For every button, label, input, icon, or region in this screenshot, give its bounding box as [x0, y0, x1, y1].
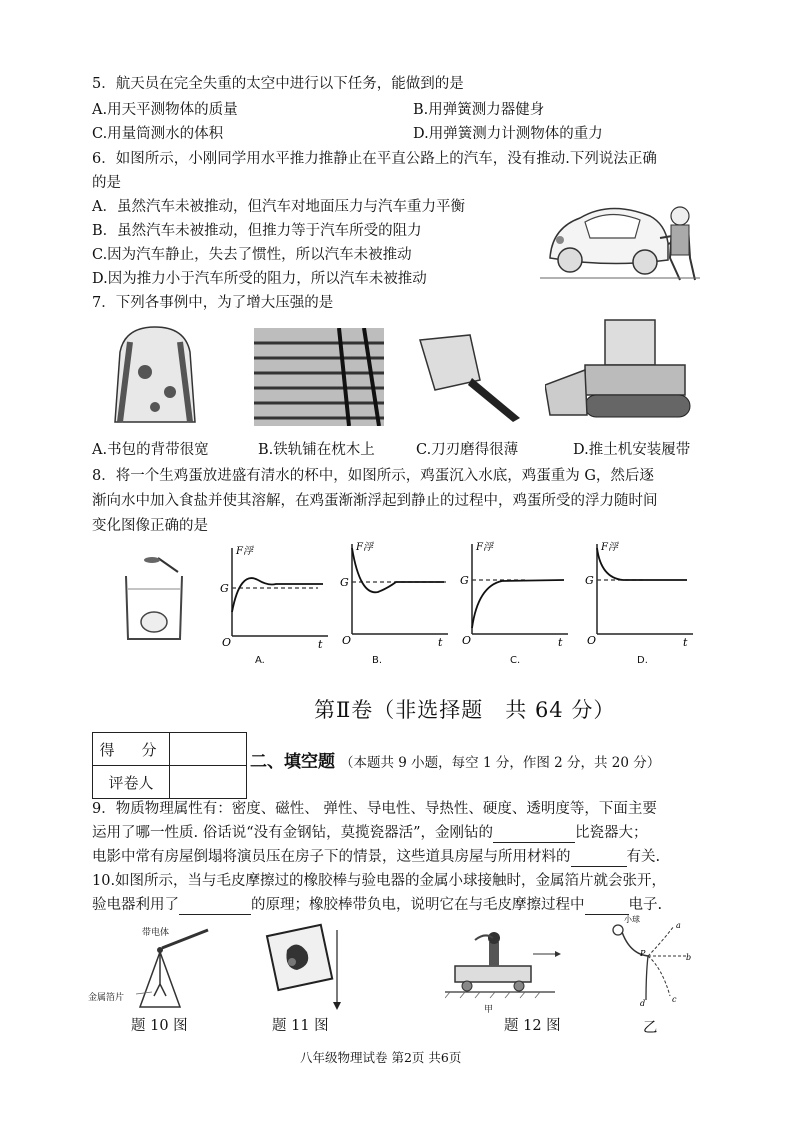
- fill-in-heading-note: （本题共 9 小题，每空 1 分，作图 2 分，共 20 分）: [340, 755, 661, 771]
- q10-line2-text: 验电器利用了: [92, 897, 179, 913]
- q6-option-d: D.因为推力小于汽车所受的阻力，所以汽车未被推动: [92, 271, 427, 287]
- graph-a-g-label: G: [220, 582, 229, 595]
- q10-line2-mid: 的原理；橡胶棒带负电，说明它在与毛皮摩擦过程中: [251, 897, 585, 913]
- graph-d-t-label: t: [683, 636, 688, 648]
- q10-blank-2[interactable]: [585, 900, 629, 915]
- q9-line1: 9．物质物理属性有：密度、磁性、 弹性、导电性、导热性、硬度、透明度等，下面主要: [92, 801, 657, 817]
- fig10-caption: 题 10 图: [131, 1018, 188, 1034]
- score-label: 得 分: [93, 733, 170, 766]
- fill-in-heading: 二、填空题: [250, 752, 335, 772]
- graph-b-y-label: F浮: [356, 542, 373, 553]
- graph-b-caption: B.: [372, 655, 383, 666]
- q8-stem-line1: 8．将一个生鸡蛋放进盛有清水的杯中，如图所示，鸡蛋沉入水底，鸡蛋重为 G，然后逐: [92, 468, 654, 484]
- q6-option-c: C.因为汽车静止，失去了惯性，所以汽车未被推动: [92, 247, 412, 263]
- fig11-hanging-picture: [262, 920, 352, 1012]
- q7-option-c: C.刀刃磨得很薄: [416, 442, 519, 458]
- graph-b-g-label: G: [340, 576, 349, 589]
- q6-stem-line2: 的是: [92, 175, 121, 191]
- yi-p-label: P: [640, 949, 646, 958]
- q7-option-a: A.书包的背带很宽: [92, 442, 209, 458]
- fig11-caption: 题 11 图: [272, 1018, 329, 1034]
- q10-line2: [92, 895, 662, 915]
- graph-option-c: [458, 536, 573, 648]
- graph-b-t-label: t: [438, 636, 443, 648]
- q6-option-b: B．虽然汽车未被推动，但推力等于汽车所受的阻力: [92, 223, 422, 239]
- railway-track-image: [254, 328, 384, 426]
- yi-d-label: d: [640, 999, 646, 1008]
- graph-d-y-label: F浮: [601, 542, 618, 553]
- fig-yi-trajectory: [600, 914, 696, 1018]
- yi-c-label: c: [672, 995, 677, 1004]
- q7-option-d: D.推土机安装履带: [573, 442, 691, 458]
- q9-line2: [92, 823, 648, 843]
- graph-a-t-label: t: [318, 638, 323, 650]
- score-cell[interactable]: [170, 733, 247, 766]
- q6-option-a: A．虽然汽车未被推动，但汽车对地面压力与汽车重力平衡: [92, 199, 465, 215]
- fig12-caption: 题 12 图: [504, 1018, 561, 1034]
- backpack-image: [100, 322, 210, 432]
- fig12-jia-label: 甲: [484, 1005, 494, 1015]
- graph-option-b: [338, 536, 453, 648]
- q10-blank-1[interactable]: [179, 900, 251, 915]
- section-ii-title: 第Ⅱ卷（非选择题 共 64 分）: [314, 698, 616, 722]
- graph-d-g-label: G: [585, 574, 594, 587]
- beaker-egg-illustration: [118, 554, 198, 644]
- grader-label: 评卷人: [93, 766, 170, 799]
- q9-line2-tail: 比瓷器大；: [575, 825, 648, 841]
- fig-yi-caption: 乙: [643, 1020, 658, 1036]
- grader-cell[interactable]: [170, 766, 247, 799]
- q10-line2-tail: 电子.: [628, 897, 663, 913]
- q9-line3-tail: 有关.: [626, 849, 661, 865]
- graph-a-origin: O: [222, 636, 232, 649]
- q6-stem-line1: 6．如图所示，小刚同学用水平推力推静止在平直公路上的汽车，没有推动.下列说法正确: [92, 151, 657, 167]
- q7-option-b: B.铁轨铺在枕木上: [258, 442, 375, 458]
- q9-line3: [92, 847, 660, 867]
- graph-option-d: [583, 536, 698, 648]
- q5-option-c: C.用量筒测水的体积: [92, 126, 224, 142]
- page-footer: 八年级物理试卷 第2页 共6页: [300, 1050, 462, 1065]
- q8-stem-line3: 变化图像正确的是: [92, 518, 208, 534]
- q5-option-a: A.用天平测物体的质量: [92, 102, 238, 118]
- graph-c-caption: C.: [510, 655, 521, 666]
- yi-a-label: a: [676, 921, 681, 930]
- q9-line2-text: 运用了哪一性质. 俗话说“没有金钢钻，莫揽瓷器活”，金刚钻的: [92, 825, 494, 841]
- graph-c-origin: O: [462, 634, 472, 647]
- car-push-illustration: [540, 188, 700, 288]
- fig12-cart-figure: [445, 924, 565, 1000]
- graph-d-caption: D.: [637, 655, 648, 666]
- q10-line1: 10.如图所示，当与毛皮摩擦过的橡胶棒与验电器的金属小球接触时，金属箔片就会张开，: [92, 873, 667, 889]
- fig10-charged-body-label: 带电体: [142, 928, 170, 938]
- q5-option-d: D.用弹簧测力计测物体的重力: [413, 126, 603, 142]
- yi-b-label: b: [686, 953, 692, 962]
- fig10-foil-label: 金属箔片: [88, 993, 125, 1003]
- graph-d-origin: O: [587, 634, 597, 647]
- graph-c-g-label: G: [460, 574, 469, 587]
- yi-ball-label: 小球: [624, 915, 640, 924]
- cleaver-knife-image: [410, 330, 530, 425]
- graph-c-y-label: F浮: [476, 542, 493, 553]
- q9-blank-1[interactable]: [493, 828, 575, 843]
- graph-c-t-label: t: [558, 636, 563, 648]
- q7-stem: 7．下列各事例中，为了增大压强的是: [92, 295, 334, 311]
- q5-stem: 5．航天员在完全失重的太空中进行以下任务，能做到的是: [92, 76, 464, 92]
- bulldozer-image: [545, 315, 695, 425]
- q5-option-b: B.用弹簧测力器健身: [413, 102, 545, 118]
- graph-a-caption: A.: [255, 655, 265, 666]
- score-table: [92, 732, 247, 799]
- graph-b-origin: O: [342, 634, 352, 647]
- q9-line3-text: 电影中常有房屋倒塌将演员压在房子下的情景，这些道具房屋与所用材料的: [92, 849, 571, 865]
- graph-a-y-label: F浮: [236, 546, 253, 557]
- q9-blank-2[interactable]: [571, 852, 627, 867]
- q8-stem-line2: 渐向水中加入食盐并使其溶解，在鸡蛋渐渐浮起到静止的过程中，鸡蛋所受的浮力随时间: [92, 493, 658, 509]
- graph-option-a: [218, 540, 333, 650]
